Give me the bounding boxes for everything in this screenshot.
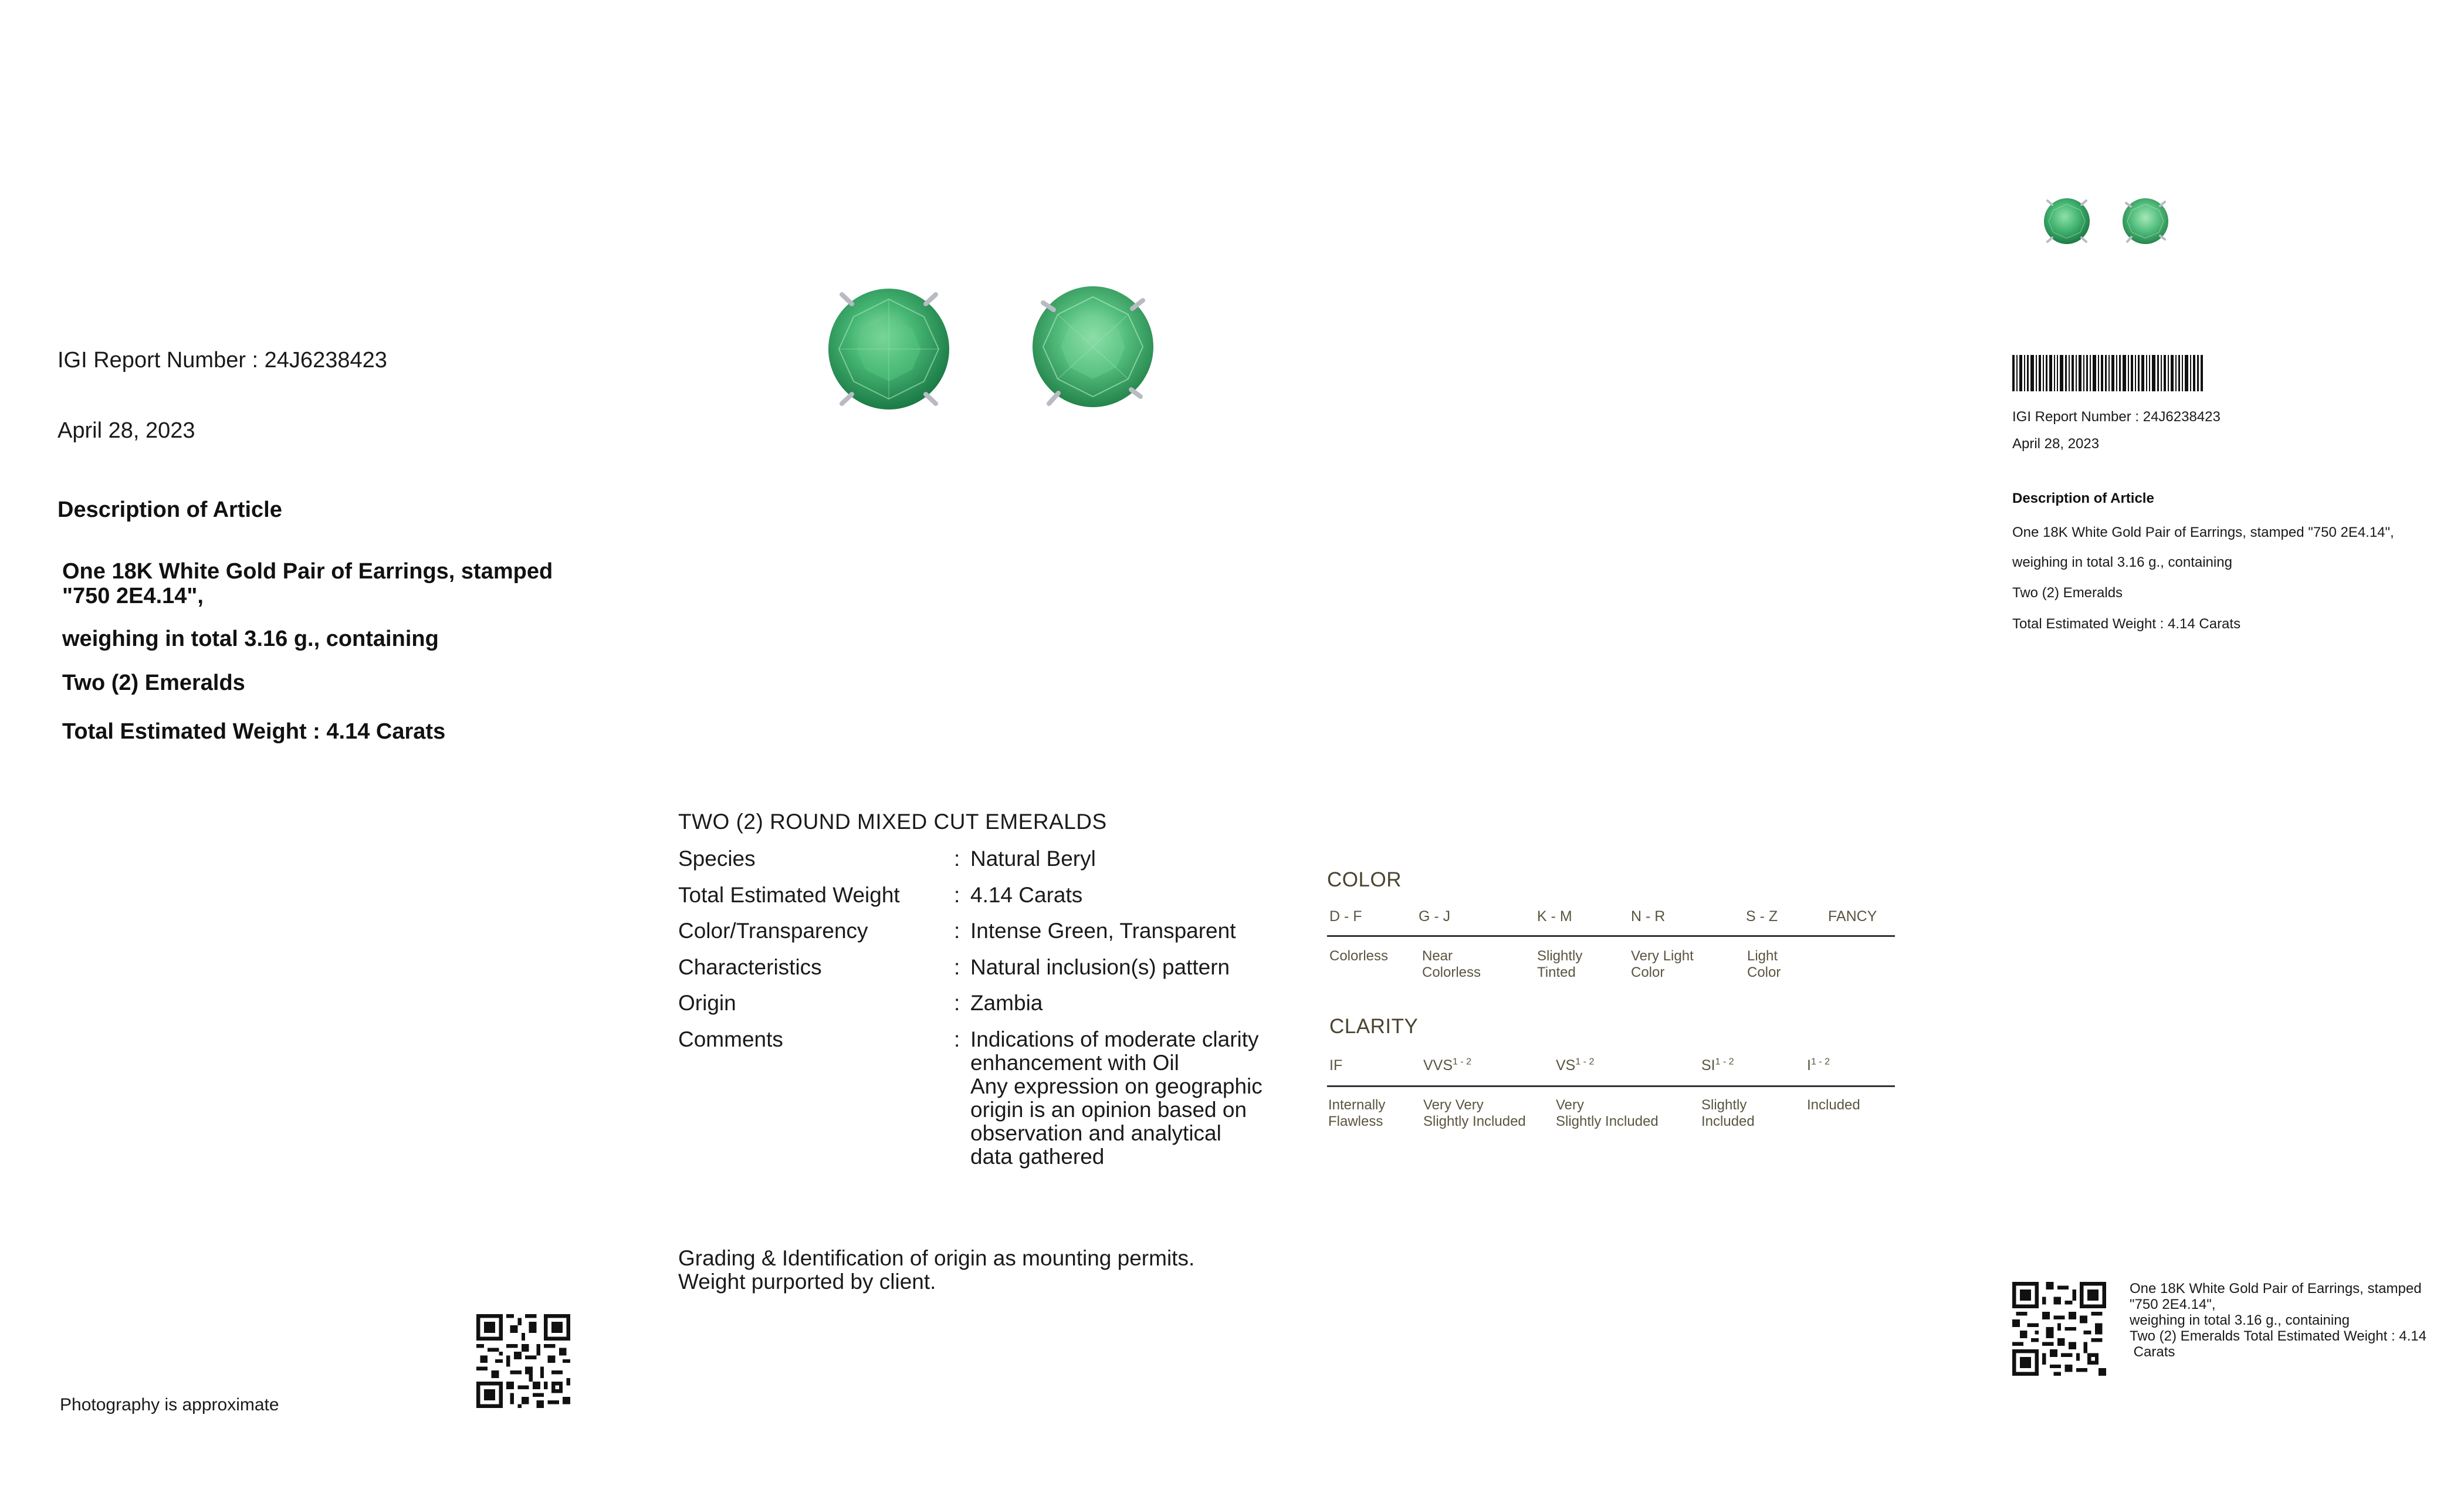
barcode-icon — [2012, 355, 2203, 394]
color-desc: Near Colorless — [1422, 948, 1481, 980]
description-line-2: weighing in total 3.16 g., containing — [62, 627, 439, 651]
detail-value-line: enhancement with Oil — [970, 1051, 1179, 1075]
summary-line-1: One 18K White Gold Pair of Earrings, stamped "750 2E4.14", — [2012, 524, 2394, 540]
detail-colon: : — [954, 919, 960, 943]
photography-note: Photography is approximate — [60, 1395, 279, 1414]
clarity-grade: VS$^{1 - 2}$ — [1556, 1057, 1595, 1074]
emerald-earring-image-right — [1025, 279, 1160, 414]
report-date: April 28, 2023 — [57, 418, 195, 443]
detail-label: Origin — [678, 991, 736, 1015]
detail-value: 4.14 Carats — [970, 883, 1083, 907]
color-grade: K - M — [1537, 908, 1572, 925]
color-desc: Colorless — [1329, 948, 1389, 964]
qr-code-icon — [476, 1314, 570, 1411]
qr-code-icon — [2012, 1282, 2106, 1379]
clarity-grade: VVS$^{1 - 2}$ — [1423, 1057, 1472, 1074]
clarity-desc: Very Slightly Included — [1556, 1097, 1659, 1129]
description-title: Description of Article — [57, 497, 282, 522]
color-desc: Slightly Tinted — [1537, 948, 1583, 980]
summary-line-4: Total Estimated Weight : 4.14 Carats — [2012, 616, 2241, 632]
color-grade: D - F — [1329, 908, 1362, 925]
detail-value-line: Any expression on geographic — [970, 1074, 1263, 1098]
summary-report-number: IGI Report Number : 24J6238423 — [2012, 409, 2221, 425]
detail-value: Zambia — [970, 991, 1043, 1015]
clarity-grade: SI$^{1 - 2}$ — [1701, 1057, 1734, 1074]
grading-footnote-1: Grading & Identification of origin as mounting permits. — [678, 1246, 1195, 1270]
detail-label: Comments — [678, 1027, 783, 1051]
emerald-earring-thumbnail-right — [2119, 195, 2172, 248]
report-number: IGI Report Number : 24J6238423 — [57, 348, 387, 373]
details-heading: TWO (2) ROUND MIXED CUT EMERALDS — [678, 810, 1107, 834]
summary-date: April 28, 2023 — [2012, 436, 2100, 452]
clarity-desc: Slightly Included — [1701, 1097, 1755, 1129]
color-grade: G - J — [1419, 908, 1451, 925]
clarity-grade: $I^{1 - 2}$ — [1807, 1057, 1830, 1074]
summary-line-2: weighing in total 3.16 g., containing — [2012, 554, 2232, 570]
clarity-desc: Very Very Slightly Included — [1423, 1097, 1526, 1129]
detail-colon: : — [954, 847, 960, 871]
detail-colon: : — [954, 991, 960, 1015]
detail-label: Color/Transparency — [678, 919, 868, 943]
detail-colon: : — [954, 1027, 960, 1051]
color-scale-rule — [1327, 935, 1895, 937]
detail-colon: : — [954, 883, 960, 907]
clarity-grade: IF — [1329, 1057, 1343, 1074]
detail-colon: : — [954, 955, 960, 979]
color-grade: S - Z — [1746, 908, 1778, 925]
detail-value-line: observation and analytical — [970, 1121, 1221, 1145]
detail-label: Species — [678, 847, 756, 871]
qr-caption: One 18K White Gold Pair of Earrings, stamped "750 2E4.14", weighing in total 3.16 g., containing Two (2) Emeralds Total Estimated Weight : 4.14 Carats — [2130, 1281, 2427, 1360]
detail-value: Natural inclusion(s) pattern — [970, 955, 1230, 979]
detail-value-line: origin is an opinion based on — [970, 1098, 1247, 1122]
detail-label: Total Estimated Weight — [678, 883, 900, 907]
clarity-scale-title: CLARITY — [1329, 1015, 1419, 1038]
color-scale-title: COLOR — [1327, 868, 1402, 891]
summary-line-3: Two (2) Emeralds — [2012, 585, 2123, 601]
detail-value-line: data gathered — [970, 1145, 1105, 1169]
description-line-3: Two (2) Emeralds — [62, 671, 245, 695]
description-line-1: One 18K White Gold Pair of Earrings, stamped "750 2E4.14", — [62, 559, 553, 608]
color-desc: Very Light Color — [1631, 948, 1694, 980]
emerald-earring-image-left — [821, 282, 956, 417]
color-desc: Light Color — [1747, 948, 1781, 980]
description-line-4: Total Estimated Weight : 4.14 Carats — [62, 719, 446, 744]
color-grade: N - R — [1631, 908, 1666, 925]
clarity-desc: Included — [1807, 1097, 1860, 1113]
detail-label: Characteristics — [678, 955, 822, 979]
color-grade: FANCY — [1828, 908, 1877, 925]
grading-footnote-2: Weight purported by client. — [678, 1270, 936, 1294]
detail-value: Intense Green, Transparent — [970, 919, 1236, 943]
summary-description-title: Description of Article — [2012, 490, 2154, 506]
detail-value: Natural Beryl — [970, 847, 1096, 871]
clarity-scale-rule — [1327, 1085, 1895, 1087]
clarity-desc: Internally Flawless — [1328, 1097, 1386, 1129]
emerald-earring-thumbnail-left — [2040, 195, 2093, 248]
detail-value-line: Indications of moderate clarity — [970, 1027, 1259, 1051]
